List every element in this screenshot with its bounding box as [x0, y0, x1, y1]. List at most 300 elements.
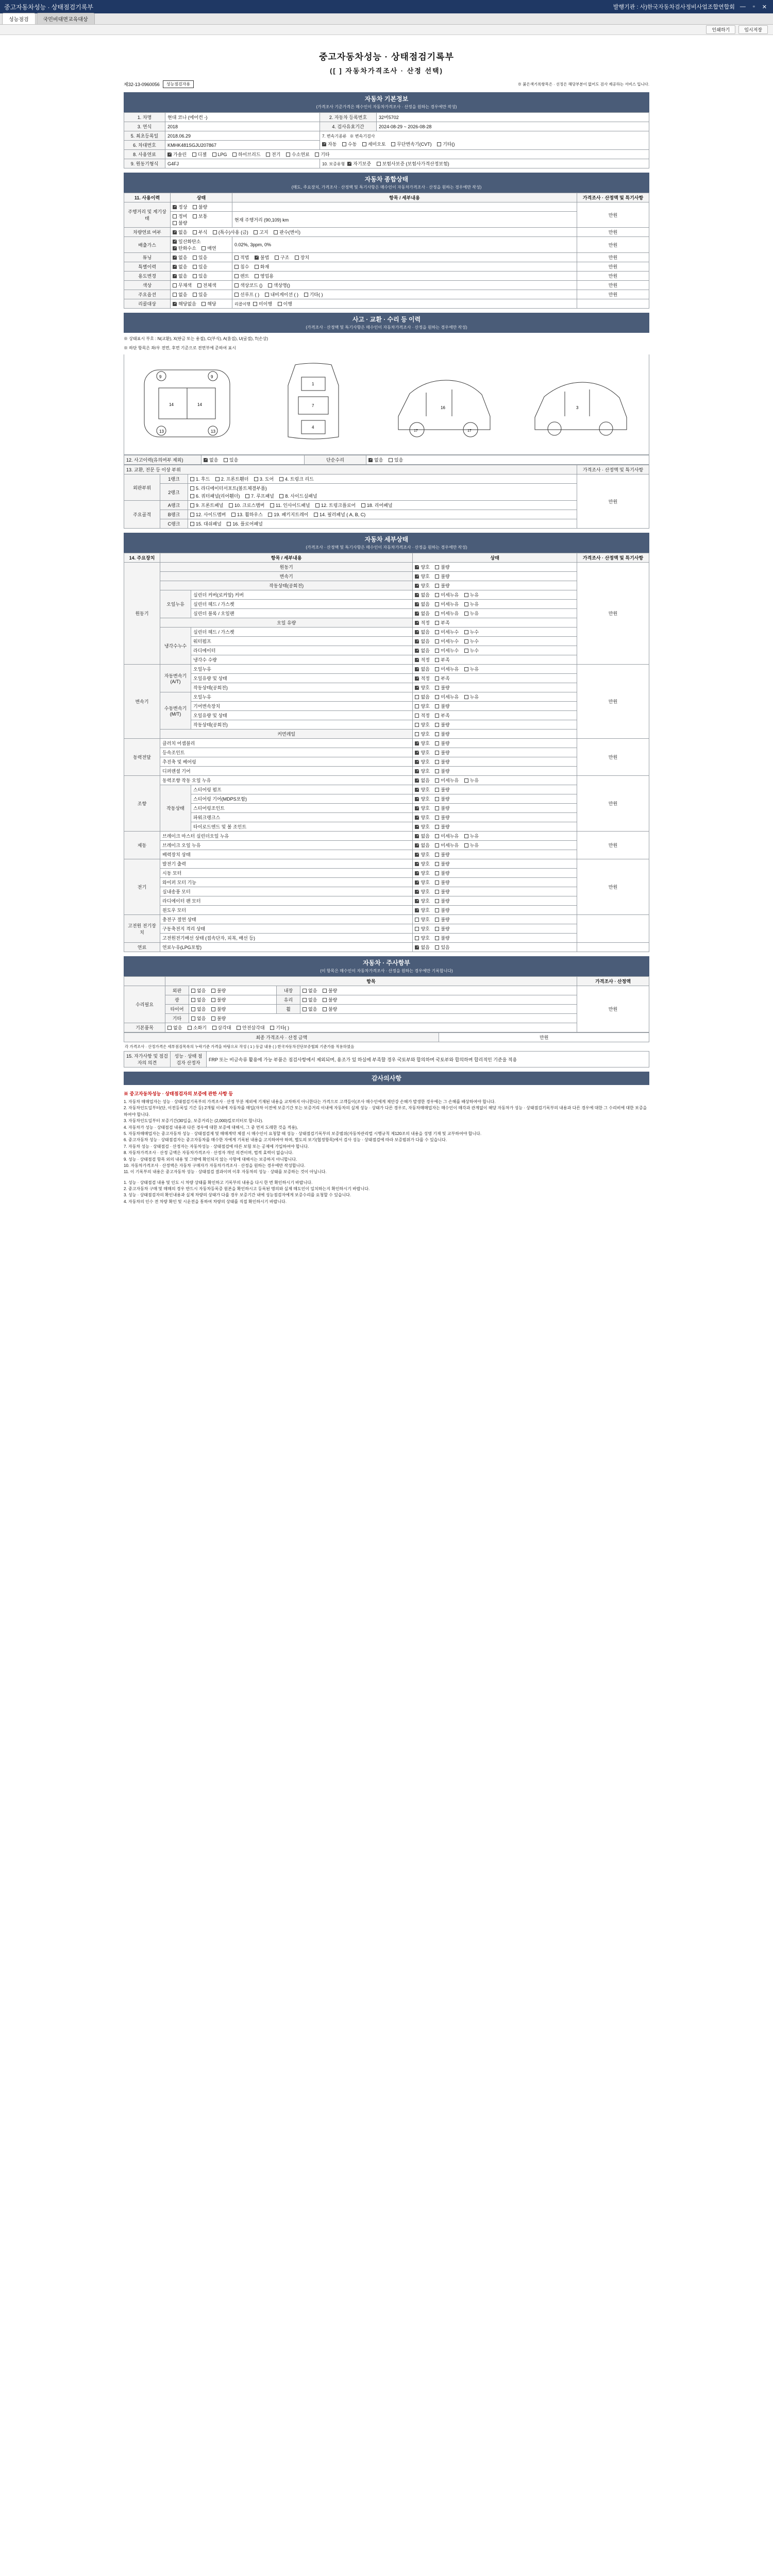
table-row [124, 776, 649, 785]
mt-oilleak-leak[interactable]: 누유 [464, 693, 479, 700]
hv-battery-good[interactable]: 양호 [415, 925, 429, 932]
steer-joint-good[interactable]: ✓ 양호 [415, 805, 429, 811]
fuel-leak-price[interactable]: 만원 [577, 228, 649, 237]
warranty-opt-self[interactable]: ✓ 자기보증 [347, 160, 371, 167]
guide-extra-list [124, 1180, 649, 1206]
part-cross-member[interactable]: 10. 크로스맴버 [229, 502, 264, 509]
powertrain-price[interactable]: 만원 [577, 739, 649, 776]
mt-oillevel-ok[interactable]: 적정 [415, 712, 429, 719]
differential-opts [413, 767, 577, 776]
print-button[interactable]: 인쇄하기 [706, 25, 735, 34]
fuel-opt-diesel[interactable]: 디젤 [192, 151, 207, 158]
fuel-opt-gasoline[interactable]: ✓ 가솔린 [167, 151, 187, 158]
engine-price[interactable]: 만원 [577, 563, 649, 665]
fuelleak-opt-special[interactable]: (특수)사용 (금) [213, 229, 248, 235]
coolant-radiator-micro[interactable]: 미세누수 [435, 647, 459, 654]
svg-text:17: 17 [467, 429, 472, 433]
steering-price[interactable]: 만원 [577, 776, 649, 832]
clutch-bad[interactable]: 불량 [435, 740, 449, 747]
coolant-head-micro[interactable]: 미세누수 [435, 629, 459, 635]
etc-interior-none[interactable]: 없음 [303, 987, 317, 994]
etc-tire-none[interactable]: 없음 [191, 1006, 206, 1012]
propshaft-bad[interactable]: 불량 [435, 758, 449, 765]
etc-glass-label: 유리 [277, 995, 300, 1005]
part-roof-panel[interactable]: 7. 루프패널 [245, 493, 274, 499]
engine-idle-good[interactable]: ✓ 양호 [415, 564, 429, 570]
blower-opts [413, 887, 577, 896]
steer-joint-bad[interactable]: 불량 [435, 805, 449, 811]
mt-gear-bad[interactable]: 불량 [435, 703, 449, 709]
cvjoint-bad[interactable]: 불량 [435, 749, 449, 756]
fuelleak-opt-none[interactable]: ✓ 없음 [173, 229, 187, 235]
value-engine-type[interactable]: G4FJ [165, 159, 320, 168]
tuning-price[interactable]: 만원 [577, 253, 649, 262]
usagechange-opt-none[interactable]: ✓ 없음 [173, 273, 187, 279]
recall-opt-na[interactable]: ✓ 해당없음 [173, 300, 196, 307]
transmission-opt-manual[interactable]: 수동 [342, 141, 357, 147]
section-signature-title: 감사의사항 [372, 1075, 401, 1082]
etc-wheel-bad[interactable]: 불량 [323, 1006, 337, 1012]
brake-master-none[interactable]: ✓ 없음 [415, 833, 429, 839]
basicitem-none[interactable]: 없음 [167, 1024, 182, 1031]
emission-opt-hc[interactable]: ✓탄화수소 [173, 245, 196, 251]
electric-price[interactable]: 만원 [577, 859, 649, 915]
etc-glass-none[interactable]: 없음 [303, 996, 317, 1003]
alternator-good[interactable]: ✓ 양호 [415, 860, 429, 867]
wiper-good[interactable]: ✓ 양호 [415, 879, 429, 886]
special-price[interactable]: 만원 [577, 262, 649, 272]
table-row [124, 887, 649, 896]
etc-other-bad[interactable]: 불량 [211, 1015, 226, 1022]
svg-text:1: 1 [311, 382, 314, 386]
steer-oilleak-leak[interactable]: 누유 [464, 777, 479, 784]
value-inspection-period[interactable]: 2024-08-29 ~ 2026-08-28 [377, 122, 649, 131]
color-opt-name[interactable]: 색상명() [268, 282, 290, 289]
sub-oil-leak: 오일누유 [160, 590, 191, 618]
oilleak-head-micro[interactable]: 미세누유 [435, 601, 459, 607]
warranty-opt-insurance[interactable]: 보험사보증 (보험사가격산정보험) [377, 160, 449, 167]
emission-values[interactable]: 0.02%, 3ppm, 0% [232, 237, 577, 253]
part-wheel-house[interactable]: 13. 휠하우스 [231, 511, 263, 518]
at-oilleak-leak[interactable]: 누유 [464, 666, 479, 672]
at-oillevel-ok[interactable]: ✓ 적정 [415, 675, 429, 682]
transmission-price[interactable]: 만원 [577, 665, 649, 739]
oil-leak-block-opts [413, 609, 577, 618]
table-row [124, 655, 649, 665]
odometer-opt-bad[interactable]: 불량 [193, 204, 207, 210]
tuning-opt-illegal[interactable]: ✓ 불법 [255, 254, 269, 261]
etc-exterior-bad[interactable]: 불량 [211, 987, 226, 994]
hv-wiring-bad[interactable]: 불량 [435, 935, 449, 941]
color-detail [232, 281, 577, 290]
overall-state-table [124, 193, 649, 309]
part-dash-panel[interactable]: 15. 대쉬패널 [190, 520, 222, 527]
coolant-level-ok[interactable]: ✓ 적정 [415, 656, 429, 663]
oilleak-head-none[interactable]: ✓ 없음 [415, 601, 429, 607]
toolbar [0, 25, 773, 35]
oilleak-block-micro[interactable]: 미세누유 [435, 610, 459, 617]
tuning-opt-legal[interactable]: 적법 [234, 254, 249, 261]
total-price-table [124, 1032, 649, 1042]
mt-operation-bad[interactable]: 불량 [435, 721, 449, 728]
brake-oil-micro[interactable]: 미세누유 [435, 842, 459, 849]
tab-performance-check[interactable]: 성능점검 [2, 13, 36, 24]
warranty-options [320, 159, 649, 168]
label-plate-number: 2. 자동차 등록번호 [320, 113, 377, 122]
color-opt-code[interactable]: 색상코드 () [234, 282, 262, 289]
table-row [124, 757, 649, 767]
etc-interior-bad[interactable]: 불량 [323, 987, 337, 994]
table-row [124, 281, 649, 290]
etc-other-none[interactable]: 없음 [191, 1015, 206, 1022]
row-fuel-leak: 차량연료 여부 [124, 228, 171, 237]
part-front-fender[interactable]: 2. 프론트휀더 [215, 476, 248, 482]
etc-tire-bad[interactable]: 불량 [211, 1006, 226, 1012]
part-floor-panel[interactable]: 16. 플로어패널 [227, 520, 262, 527]
usagechange-opt-business[interactable]: 영업용 [255, 273, 274, 279]
starter-bad[interactable]: 불량 [435, 870, 449, 876]
brake-oil-none[interactable]: ✓ 없음 [415, 842, 429, 849]
inspector-opinion-table [124, 1051, 649, 1067]
steer-tierod-good[interactable]: ✓ 양호 [415, 823, 429, 830]
hv-battery-bad[interactable]: 불량 [435, 925, 449, 932]
simplerepair-opt-yes[interactable]: 있음 [389, 456, 403, 463]
fuel-opt-electric[interactable]: 전기 [266, 151, 280, 158]
recall-opt-yes[interactable]: 해당 [201, 300, 216, 307]
odometer-opt-normal[interactable]: ✓정상 [173, 204, 187, 210]
oilleak-head-leak[interactable]: 누유 [464, 601, 479, 607]
mt-oilleak-label: 오일누유 [191, 692, 413, 702]
value-first-registration[interactable]: 2018.06.29 [165, 131, 320, 141]
coolant-pump-leak[interactable]: 누수 [464, 638, 479, 645]
basicitem-extinguisher[interactable]: 소화기 [188, 1024, 207, 1031]
table-row [124, 674, 649, 683]
hv-charge-good[interactable]: 양호 [415, 916, 429, 923]
window-publisher-note: 발행기관 : 사)한국자동차검사정비사업조합연합회 [613, 4, 735, 10]
part-trunk-lid[interactable]: 4. 트렁크 리드 [279, 476, 314, 482]
transmission-opt-semi[interactable]: 세미오토 [362, 141, 386, 147]
tuning-opt-device[interactable]: 장치 [295, 254, 309, 261]
starter-good[interactable]: ✓ 양호 [415, 870, 429, 876]
special-detail [232, 262, 577, 272]
emission-price[interactable]: 만원 [577, 237, 649, 253]
odometer-price[interactable]: 만원 [577, 202, 649, 228]
usagechange-opt-rent[interactable]: 렌트 [234, 273, 249, 279]
section-overall-subtitle: (매도, 주요장치, 가격조사 · 산정액 및 특기사항은 매수인이 자동차가격조사 · 산정을 원하는 경우에만 작성) [291, 185, 482, 190]
mt-operation-good[interactable]: 양호 [415, 721, 429, 728]
tuning-opt-none[interactable]: ✓ 없음 [173, 254, 187, 261]
coolant-pump-none[interactable]: ✓ 없음 [415, 638, 429, 645]
engine-transform-bad[interactable]: 불량 [435, 573, 449, 580]
odometer-distance[interactable]: 현재 주행거리 (90,109) km [232, 212, 577, 228]
frame-rankc-items [188, 519, 577, 529]
oilleak-block-leak[interactable]: 누유 [464, 610, 479, 617]
fuel-opt-hydrogen[interactable]: 수소연료 [286, 151, 310, 158]
sub-manual-transmission: 수동변속기 (M/T) [160, 692, 191, 730]
total-price-note: 각 가격조사 · 산정가격은 세부점검목록의 누락기준 가격을 바탕으로 작성 ( 1 ) 등급 내용 ( ) 한국자동차진단보증협회 기준가를 적용하였음 [125, 1044, 355, 1049]
oilleak-rocker-none[interactable]: ✓ 없음 [415, 591, 429, 598]
table-row [124, 272, 649, 281]
emission-opt-co[interactable]: ✓일산화탄소 [173, 238, 200, 245]
maximize-icon[interactable]: ▫ [752, 4, 755, 10]
steer-pump-good[interactable]: ✓ 양호 [415, 786, 429, 793]
col-etc-group [124, 977, 165, 986]
table-row [124, 290, 649, 299]
fuelleak-opt-notice[interactable]: 고지 [254, 229, 268, 235]
table-row [124, 822, 649, 832]
part-package-tray[interactable]: 19. 패키지트레이 [268, 511, 308, 518]
table-row [124, 1023, 649, 1032]
section-overall-title: 자동차 종합상태 [364, 176, 409, 183]
part-radiator-support[interactable]: 5. 라디에이터서포트(볼트체결부품) [190, 485, 267, 492]
part-quarter-panel[interactable]: 6. 쿼터패널(리어휀더) [190, 493, 240, 499]
at-operation-good[interactable]: ✓ 양호 [415, 684, 429, 691]
etc-exterior-none[interactable]: 없음 [191, 987, 206, 994]
label-transmission: 7. 변속기종류 [322, 134, 347, 139]
tuning-opt-structure[interactable]: 구조 [275, 254, 289, 261]
windowmotor-bad[interactable]: 불량 [435, 907, 449, 913]
steer-oilleak-none[interactable]: ✓ 없음 [415, 777, 429, 784]
differential-bad[interactable]: 불량 [435, 768, 449, 774]
part-side-member[interactable]: 12. 사이드멤버 [190, 511, 226, 518]
usage-change-price[interactable]: 만원 [577, 272, 649, 281]
value-car-name[interactable]: 현대 코나 (에어컨 -) [165, 113, 320, 122]
mainopt-opt-none[interactable]: 없음 [173, 291, 187, 298]
at-oilleak-none[interactable]: ✓ 없음 [415, 666, 429, 672]
color-opt-mono[interactable]: 무채색 [173, 282, 192, 289]
col-price-note: 가격조사 · 산정액 및 특기사항 [577, 193, 649, 202]
mt-oillevel-low[interactable]: 부족 [435, 712, 449, 719]
at-oilleak-opts [413, 665, 577, 674]
etc-price[interactable]: 만원 [577, 986, 649, 1032]
fuelleak-opt-change[interactable]: 판수(변이) [274, 229, 300, 235]
steer-tierod-bad[interactable]: 불량 [435, 823, 449, 830]
label-inspector-role: 성능 · 상태 점검자 산정자 [171, 1052, 207, 1067]
coolant-radiator-leak[interactable]: 누수 [464, 647, 479, 654]
mainopt-opt-sunroof[interactable]: 선루프 ( ) [234, 291, 259, 298]
transmission-opt-auto[interactable]: ✓자동 [322, 141, 337, 147]
etc-glass-bad[interactable]: 불량 [323, 996, 337, 1003]
special-opt-flood[interactable]: 침수 [234, 263, 249, 270]
part-inside-panel[interactable]: 11. 인사이드패널 [270, 502, 310, 509]
radiatorfan-good[interactable]: ✓ 양호 [415, 897, 429, 904]
engine-idlestate-bad[interactable]: 불량 [435, 582, 449, 589]
oil-level-low[interactable]: 부족 [435, 619, 449, 626]
coolant-head-none[interactable]: ✓ 없음 [415, 629, 429, 635]
car-diagram [124, 354, 649, 455]
col-detail-state: 상태 [413, 553, 577, 563]
steer-oilleak-opts [413, 776, 577, 785]
brake-master-micro[interactable]: 미세누유 [435, 833, 459, 839]
special-opt-yes[interactable]: 있음 [193, 263, 207, 270]
value-vin[interactable]: KMHK481SGJU207867 [165, 141, 320, 150]
basicitem-triangle[interactable]: 삼각대 [212, 1024, 231, 1031]
special-opt-none[interactable]: ✓ 없음 [173, 263, 187, 270]
etc-tire-label: 타이어 [165, 1005, 189, 1014]
engine-idle-bad[interactable]: 불량 [435, 564, 449, 570]
brake-master-leak[interactable]: 누유 [464, 833, 479, 839]
emission-opt-smoke[interactable]: 매연 [201, 245, 216, 251]
part-side-sill-panel[interactable]: 8. 사이드실패널 [279, 493, 317, 499]
propshaft-good[interactable]: ✓ 양호 [415, 758, 429, 765]
tab-nontact-education[interactable]: 국민비대면교육대상 [37, 13, 95, 24]
group-electric: 전기 [124, 859, 160, 915]
value-plate-number[interactable]: 32버5702 [377, 113, 649, 122]
radiatorfan-bad[interactable]: 불량 [435, 897, 449, 904]
guide-item: 1. 자동차 매매업자는 성능 · 상태점검기록부의 가격조사 · 산정 부분 제외에 기재된 내용을 교차하지 아니한다는 가격으로 고객들이(조사 매수인에게 제안강 손해가 발생한 경우에는 그 손해를 배상하여야 합니다. [124, 1099, 496, 1104]
color-price[interactable]: 만원 [577, 281, 649, 290]
etc-light-bad[interactable]: 불량 [211, 996, 226, 1003]
commonrail-good[interactable]: 양호 [415, 731, 429, 737]
at-oilleak-micro[interactable]: 미세누유 [435, 666, 459, 672]
coolant-level-low[interactable]: 부족 [435, 656, 449, 663]
tuning-opt-yes[interactable]: 있음 [193, 254, 207, 261]
fuelleak-opt-corrosion[interactable]: 부식 [193, 229, 207, 235]
col-etc-price: 가격조사 · 산정액 [577, 977, 649, 986]
exchange-price-value[interactable]: 만원 [577, 474, 649, 529]
highvoltage-price[interactable] [577, 915, 649, 943]
oilleak-block-none[interactable]: ✓ 없음 [415, 610, 429, 617]
col-exchange-price: 가격조사 · 산정액 및 특기사항 [577, 465, 649, 474]
alternator-bad[interactable]: 불량 [435, 860, 449, 867]
usagechange-opt-yes[interactable]: 있음 [193, 273, 207, 279]
hv-charge-label: 충전구 절연 상태 [160, 915, 413, 924]
group-highvoltage: 고전원 전기장치 [124, 915, 160, 943]
hv-wiring-good[interactable]: 양호 [415, 935, 429, 941]
guide-item: 7. 자동차 성능 · 상태점검 · 산정자는 자동차성능 · 상태점검에 따른 보험 또는 공제에 가입하여야 합니다. [124, 1144, 309, 1149]
svg-text:16: 16 [441, 405, 446, 410]
steer-oilleak-micro[interactable]: 미세누유 [435, 777, 459, 784]
fuel-opt-other[interactable]: 기타 [315, 151, 329, 158]
minimize-icon[interactable]: — [740, 4, 746, 10]
fuel-opt-lpg[interactable]: LPG [212, 152, 227, 157]
basicitem-safety-triangle[interactable]: 안전삼각대 [237, 1024, 264, 1031]
label-inspection-period: 4. 검사유효기간 [320, 122, 377, 131]
part-rear-panel[interactable]: 18. 리어패널 [361, 502, 393, 509]
coolant-pump-micro[interactable]: 미세누수 [435, 638, 459, 645]
brake-booster-bad[interactable]: 불량 [435, 851, 449, 858]
recall-opt-done[interactable]: 이행 [278, 300, 292, 307]
color-opt-full[interactable]: 전체색 [197, 282, 216, 289]
part-pillar-panel[interactable]: 14. 필러패널 ( A, B, C) [314, 511, 365, 518]
table-row [124, 228, 649, 237]
car-diagram-left-side [138, 360, 236, 447]
odometer-opt-poor[interactable]: 불량 [173, 219, 187, 226]
odometer-detail-1 [232, 202, 577, 212]
hv-charge-bad[interactable]: 불량 [435, 916, 449, 923]
at-oillevel-low[interactable]: 부족 [435, 675, 449, 682]
brake-oil-leak[interactable]: 누유 [464, 842, 479, 849]
section-detail-header [124, 533, 649, 553]
cvjoint-label: 등속조인트 [160, 748, 413, 757]
at-operation-bad[interactable]: 불량 [435, 684, 449, 691]
label-first-registration: 5. 최초등록일 [124, 131, 165, 141]
transmission-opt-other[interactable]: 기타() [437, 141, 455, 147]
steer-powercrank-bad[interactable]: 불량 [435, 814, 449, 821]
section-basic-subtitle: (가격조사 기준가격은 매수인이 자동차가격조사 · 산정을 원하는 경우에만 작성) [316, 105, 457, 109]
part-trunk-floor[interactable]: 12. 트렁크플로어 [315, 502, 356, 509]
simplerepair-opt-none[interactable]: ✓ 없음 [368, 456, 383, 463]
part-hood[interactable]: 1. 후드 [190, 476, 210, 482]
starter-opts [413, 869, 577, 878]
mt-gear-good[interactable]: 양호 [415, 703, 429, 709]
cvjoint-good[interactable]: ✓ 양호 [415, 749, 429, 756]
etc-wheel-none[interactable]: 없음 [303, 1006, 317, 1012]
fuelleak-detail-yes[interactable]: 있음 [435, 944, 449, 951]
accident-opt-none[interactable]: ✓ 없음 [204, 456, 218, 463]
table-row [124, 878, 649, 887]
special-opt-fire[interactable]: 화재 [255, 263, 269, 270]
close-icon[interactable]: ✕ [762, 4, 767, 10]
table-row [124, 113, 649, 122]
engine-transform-good[interactable]: ✓ 양호 [415, 573, 429, 580]
table-row [124, 484, 649, 501]
oil-level-ok[interactable]: ✓ 적정 [415, 619, 429, 626]
table-row [124, 237, 649, 253]
steer-gear-good[interactable]: ✓ 양호 [415, 795, 429, 802]
accident-opt-yes[interactable]: 있음 [224, 456, 238, 463]
etc-exterior-label: 외판 [165, 986, 189, 995]
mainopt-opt-other[interactable]: 기타( ) [304, 291, 323, 298]
coolant-radiator-none[interactable]: ✓ 없음 [415, 647, 429, 654]
table-row [124, 519, 649, 529]
value-model-year[interactable]: 2018 [165, 122, 320, 131]
oil-leak-head-opts [413, 600, 577, 609]
fuel-opt-hybrid[interactable]: 하이브리드 [232, 151, 260, 158]
oilleak-rocker-micro[interactable]: 미세누유 [435, 591, 459, 598]
fuel-price[interactable] [577, 943, 649, 952]
basicitem-other[interactable]: 기타( ) [270, 1024, 289, 1031]
odometer-opt-avg[interactable]: 보통 [193, 213, 207, 219]
blower-bad[interactable]: 불량 [435, 888, 449, 895]
fuelleak-detail-none[interactable]: ✓ 없음 [415, 944, 429, 951]
mt-oilleak-none[interactable]: 없음 [415, 693, 429, 700]
coolant-head-label: 실린더 헤드 / 가스켓 [191, 628, 413, 637]
etc-light-none[interactable]: 없음 [191, 996, 206, 1003]
brake-booster-good[interactable]: ✓ 양호 [415, 851, 429, 858]
brake-price[interactable]: 만원 [577, 832, 649, 859]
differential-good[interactable]: ✓ 양호 [415, 768, 429, 774]
oilleak-rocker-leak[interactable]: 누유 [464, 591, 479, 598]
mainopt-opt-navigation[interactable]: 내비게이션 ( ) [265, 291, 298, 298]
save-draft-button[interactable]: 임시저장 [738, 25, 768, 34]
mainopt-opt-yes[interactable]: 있음 [193, 291, 207, 298]
value-total-price[interactable]: 만원 [439, 1033, 649, 1042]
commonrail-bad[interactable]: 불량 [435, 731, 449, 737]
windowmotor-good[interactable]: ✓ 양호 [415, 907, 429, 913]
document-page [124, 35, 649, 1226]
transmission-opt-cvt[interactable]: 무단변속기(CVT) [391, 141, 431, 147]
recall-opt-not-done[interactable]: 미이행 [253, 300, 272, 307]
steer-pump-bad[interactable]: 불량 [435, 786, 449, 793]
fuel-options [165, 150, 649, 159]
engine-idlestate-good[interactable]: ✓ 양호 [415, 582, 429, 589]
coolant-head-leak[interactable]: 누수 [464, 629, 479, 635]
steer-gear-bad[interactable]: 불량 [435, 795, 449, 802]
value-inspector-opinion[interactable]: FRP 또는 비금속류 활용에 가능 부품은 점검사항에서 제외되며, 용조가 있 하실에 부족할 경우 국토부와 합의하며 국토부와 합의하며 합리적인 기준을 적용 [207, 1052, 649, 1067]
odometer-opt-maint[interactable]: 정비 [173, 213, 187, 219]
blower-good[interactable]: ✓ 양호 [415, 888, 429, 895]
mt-oilleak-micro[interactable]: 미세누유 [435, 693, 459, 700]
part-front-panel[interactable]: 9. 프론트패널 [190, 502, 223, 509]
wiper-bad[interactable]: 불량 [435, 879, 449, 886]
steer-powercrank-good[interactable]: ✓ 양호 [415, 814, 429, 821]
col-usage-history: 11. 사용이력 [124, 193, 171, 202]
mainopt-price[interactable]: 만원 [577, 290, 649, 299]
recall-price[interactable] [577, 299, 649, 309]
part-door[interactable]: 3. 도어 [254, 476, 274, 482]
clutch-good[interactable]: ✓ 양호 [415, 740, 429, 747]
